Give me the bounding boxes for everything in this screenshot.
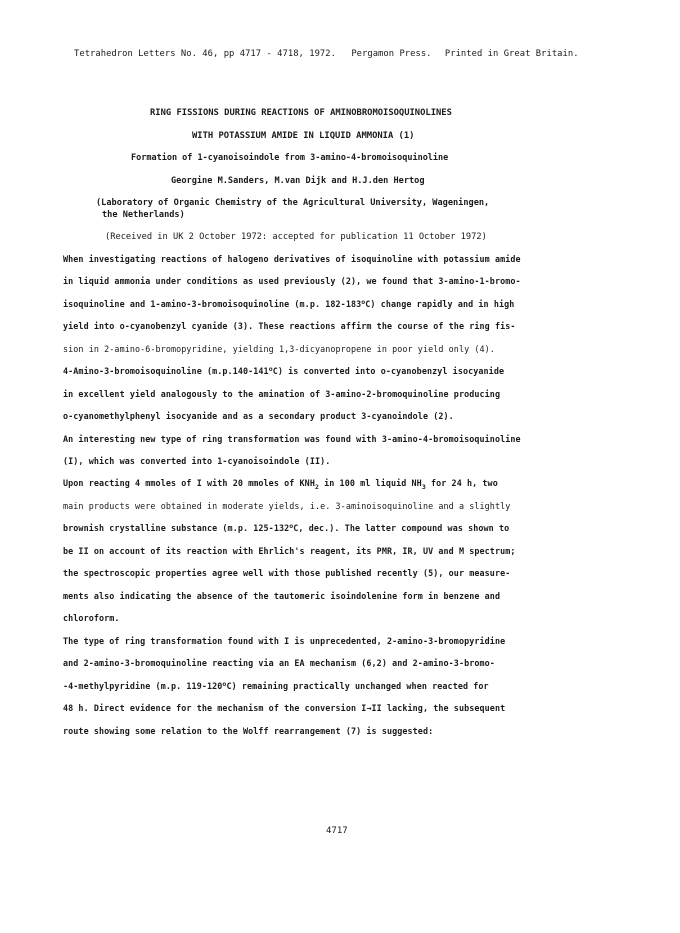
body-line: main products were obtained in moderate yields, i.e. 3-aminoisoquinoline and a slightly xyxy=(63,501,511,511)
authors: Georgine M.Sanders, M.van Dijk and H.J.den Hertog xyxy=(171,176,425,186)
page-number: 4717 xyxy=(326,826,348,836)
body-line: -4-methylpyridine (m.p. 119-120$^o$C) remaining practically unchanged when reacted for xyxy=(63,680,489,691)
body-line: sion in 2-amino-6-bromopyridine, yielding 1,3-dicyanopropene in poor yield only (4). xyxy=(63,344,495,354)
body-line: 4-Amino-3-bromoisoquinoline (m.p.140-141$^o$C) is converted into o-cyanobenzyl isocyanide xyxy=(63,365,505,376)
body-line: 48 h. Direct evidence for the mechanism of the conversion I→II lacking, the subsequent xyxy=(63,703,506,713)
body-line: the spectroscopic properties agree well with those published recently (5), our measure- xyxy=(63,568,511,578)
subtitle: Formation of 1-cyanoisoindole from 3-amino-4-bromoisoquinoline xyxy=(131,153,449,163)
body-line: The type of ring transformation found with I is unprecedented, 2-amino-3-bromopyridine xyxy=(63,636,506,646)
body-line: o-cyanomethylphenyl isocyanide and as a secondary product 3-cyanoindole (2). xyxy=(63,411,454,421)
title-line-1: RING FISSIONS DURING REACTIONS OF AMINOBROMOISOQUINOLINES xyxy=(150,108,452,118)
printed-in: Printed in Great Britain. xyxy=(444,49,579,59)
body-line: be II on account of its reaction with Ehrlich's reagent, its PMR, IR, UV and M spectrum; xyxy=(63,546,516,556)
publisher: Pergamon Press. xyxy=(351,49,432,59)
body-line: When investigating reactions of halogeno derivatives of isoquinoline with potassium amide xyxy=(63,254,521,264)
body-line: and 2-amino-3-bromoquinoline reacting via an EA mechanism (6,2) and 2-amino-3-bromo- xyxy=(63,658,495,668)
running-header xyxy=(74,49,579,59)
affiliation-line-1: (Laboratory of Organic Chemistry of the Agricultural University, Wageningen, xyxy=(96,198,490,208)
title-line-2: WITH POTASSIUM AMIDE IN LIQUID AMMONIA (1) xyxy=(192,131,415,141)
received-date: (Received in UK 2 October 1972: accepted for publication 11 October 1972) xyxy=(105,232,487,242)
body-line: in liquid ammonia under conditions as used previously (2), we found that 3-amino-1-bromo- xyxy=(63,276,521,286)
body-line: route showing some relation to the Wolff rearrangement (7) is suggested: xyxy=(63,726,434,736)
body-line: Upon reacting 4 mmoles of I with 20 mmoles of $KNH_2$ in 100 ml liquid $NH_3$ for 24 h, two xyxy=(63,478,498,491)
body-line: An interesting new type of ring transformation was found with 3-amino-4-bromoisoquinoline xyxy=(63,434,521,444)
body-line: in excellent yield analogously to the amination of 3-amino-2-bromoquinoline producing xyxy=(63,389,501,399)
affiliation-line-2: the Netherlands) xyxy=(102,210,185,220)
body-line: brownish crystalline substance (m.p. 125-132$^o$C, dec.). The latter compound was shown to xyxy=(63,522,510,533)
body-line: ments also indicating the absence of the tautomeric isoindolenine form in benzene and xyxy=(63,591,501,601)
body-line: isoquinoline and 1-amino-3-bromoisoquinoline (m.p. 182-183$^o$C) change rapidly and in high xyxy=(63,298,515,309)
body-line: chloroform. xyxy=(63,613,120,623)
body-line: (I), which was converted into 1-cyanoisoindole (II). xyxy=(63,456,331,466)
journal-citation: Tetrahedron Letters No. 46, pp 4717 - 4718, 1972. xyxy=(74,49,336,59)
body-line: yield into o-cyanobenzyl cyanide (3). These reactions affirm the course of the ring fis- xyxy=(63,321,516,331)
